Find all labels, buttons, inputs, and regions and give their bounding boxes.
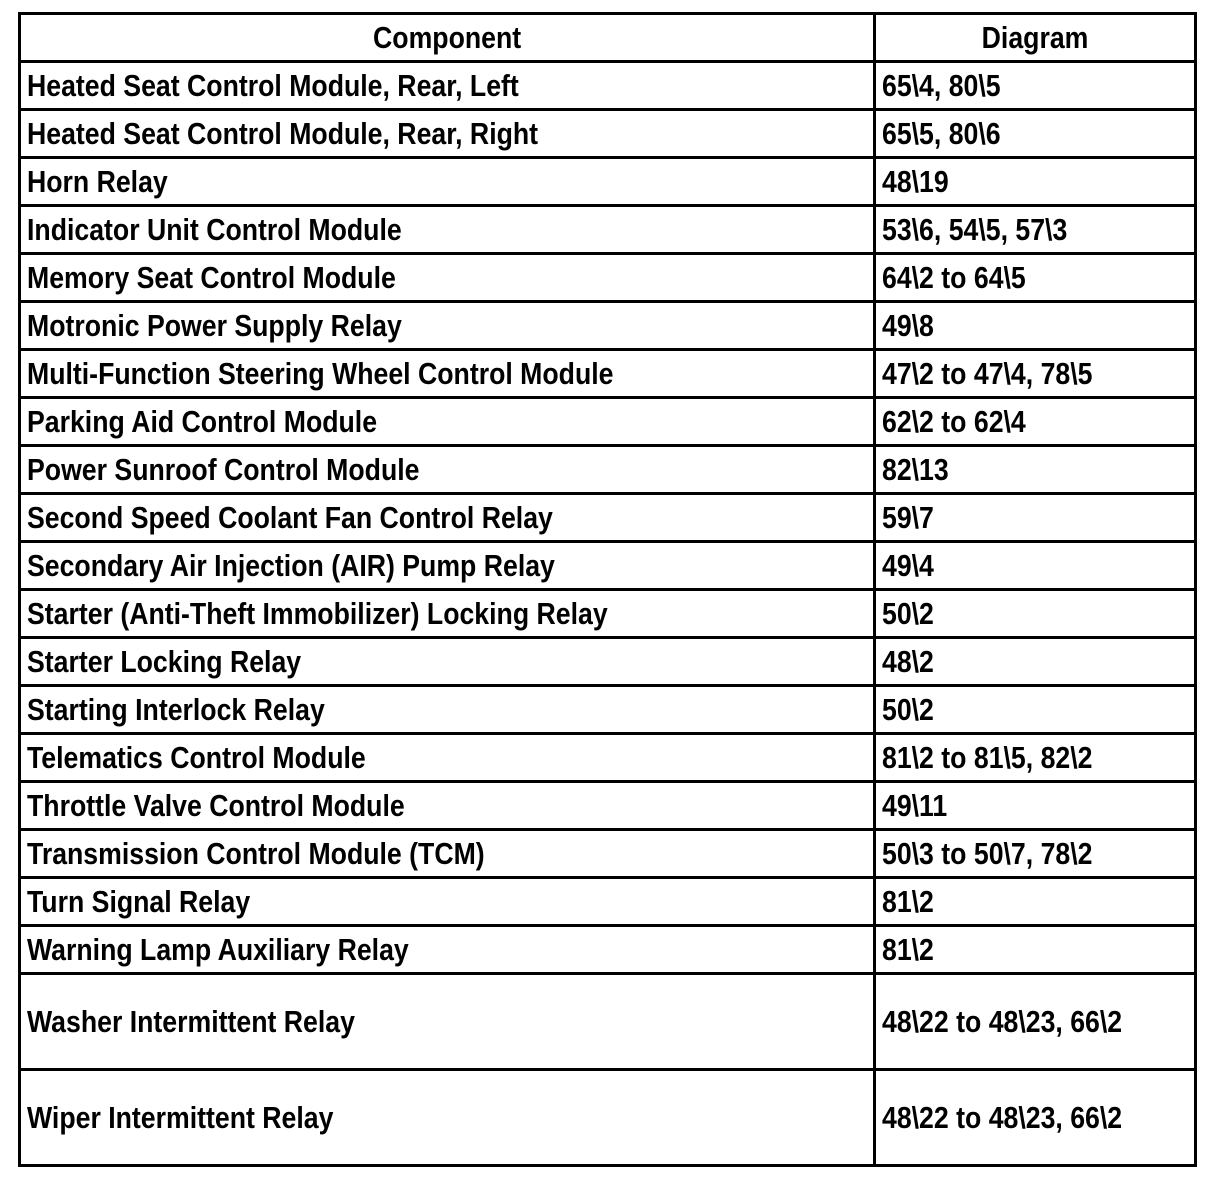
component-cell: Warning Lamp Auxiliary Relay xyxy=(20,926,875,974)
table-row xyxy=(20,1070,1196,1166)
table-row xyxy=(20,686,1196,734)
component-cell: Motronic Power Supply Relay xyxy=(20,302,875,350)
component-cell: Wiper Intermittent Relay xyxy=(20,1070,875,1166)
diagram-cell: 65\5, 80\6 xyxy=(875,110,1196,158)
table-row xyxy=(20,110,1196,158)
component-cell: Heated Seat Control Module, Rear, Right xyxy=(20,110,875,158)
component-diagram-table-container xyxy=(18,12,1197,1167)
table-row xyxy=(20,494,1196,542)
table-row xyxy=(20,782,1196,830)
diagram-cell: 59\7 xyxy=(875,494,1196,542)
diagram-cell: 53\6, 54\5, 57\3 xyxy=(875,206,1196,254)
component-cell: Indicator Unit Control Module xyxy=(20,206,875,254)
table-row xyxy=(20,830,1196,878)
diagram-cell: 82\13 xyxy=(875,446,1196,494)
component-cell: Telematics Control Module xyxy=(20,734,875,782)
table-row xyxy=(20,542,1196,590)
table-row xyxy=(20,926,1196,974)
diagram-cell: 47\2 to 47\4, 78\5 xyxy=(875,350,1196,398)
table-row xyxy=(20,974,1196,1070)
component-cell: Throttle Valve Control Module xyxy=(20,782,875,830)
diagram-cell: 81\2 xyxy=(875,926,1196,974)
table-header-row xyxy=(20,14,1196,62)
table-row xyxy=(20,302,1196,350)
component-cell: Parking Aid Control Module xyxy=(20,398,875,446)
diagram-cell: 50\2 xyxy=(875,590,1196,638)
diagram-cell: 81\2 to 81\5, 82\2 xyxy=(875,734,1196,782)
column-header-diagram: Diagram xyxy=(875,14,1196,62)
diagram-cell: 48\22 to 48\23, 66\2 xyxy=(875,974,1196,1070)
diagram-cell: 50\2 xyxy=(875,686,1196,734)
diagram-cell: 81\2 xyxy=(875,878,1196,926)
component-cell: Heated Seat Control Module, Rear, Left xyxy=(20,62,875,110)
component-cell: Starting Interlock Relay xyxy=(20,686,875,734)
component-cell: Secondary Air Injection (AIR) Pump Relay xyxy=(20,542,875,590)
diagram-cell: 48\22 to 48\23, 66\2 xyxy=(875,1070,1196,1166)
diagram-cell: 49\4 xyxy=(875,542,1196,590)
component-cell: Turn Signal Relay xyxy=(20,878,875,926)
table-row xyxy=(20,350,1196,398)
diagram-cell: 48\2 xyxy=(875,638,1196,686)
component-cell: Power Sunroof Control Module xyxy=(20,446,875,494)
table-row xyxy=(20,158,1196,206)
diagram-cell: 49\8 xyxy=(875,302,1196,350)
component-cell: Multi-Function Steering Wheel Control Module xyxy=(20,350,875,398)
component-cell: Second Speed Coolant Fan Control Relay xyxy=(20,494,875,542)
component-diagram-table xyxy=(18,12,1197,1167)
component-cell: Transmission Control Module (TCM) xyxy=(20,830,875,878)
component-cell: Horn Relay xyxy=(20,158,875,206)
table-row xyxy=(20,878,1196,926)
diagram-cell: 64\2 to 64\5 xyxy=(875,254,1196,302)
diagram-cell: 49\11 xyxy=(875,782,1196,830)
table-row xyxy=(20,62,1196,110)
table-row xyxy=(20,206,1196,254)
component-cell: Washer Intermittent Relay xyxy=(20,974,875,1070)
column-header-component: Component xyxy=(20,14,875,62)
diagram-cell: 62\2 to 62\4 xyxy=(875,398,1196,446)
table-row xyxy=(20,254,1196,302)
diagram-cell: 48\19 xyxy=(875,158,1196,206)
table-row xyxy=(20,446,1196,494)
component-cell: Memory Seat Control Module xyxy=(20,254,875,302)
table-row xyxy=(20,590,1196,638)
table-row xyxy=(20,398,1196,446)
table-row xyxy=(20,734,1196,782)
component-cell: Starter Locking Relay xyxy=(20,638,875,686)
diagram-cell: 50\3 to 50\7, 78\2 xyxy=(875,830,1196,878)
table-row xyxy=(20,638,1196,686)
component-cell: Starter (Anti-Theft Immobilizer) Locking Relay xyxy=(20,590,875,638)
diagram-cell: 65\4, 80\5 xyxy=(875,62,1196,110)
